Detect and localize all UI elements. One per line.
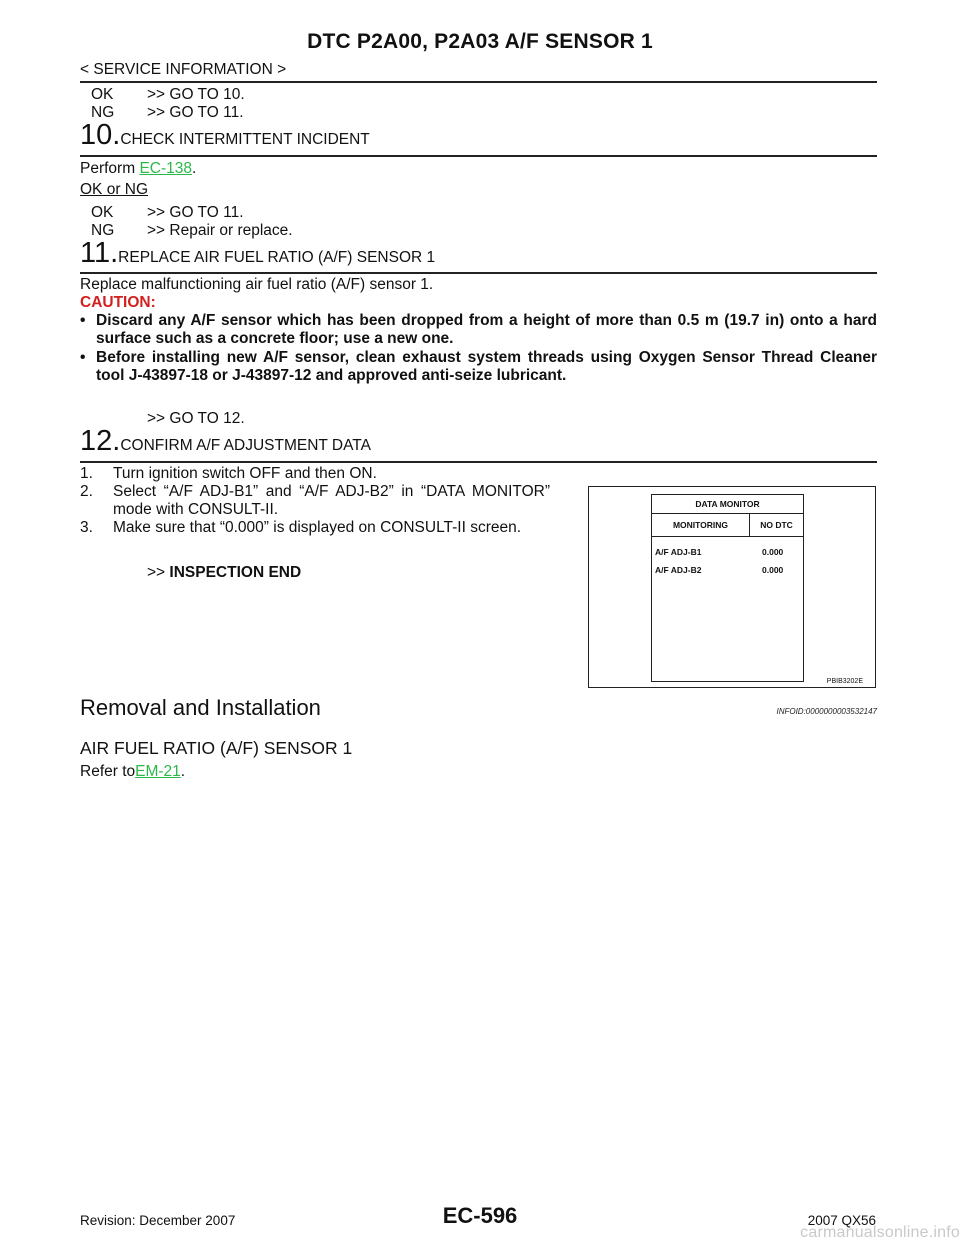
watermark: carmanualsonline.info: [800, 1224, 960, 1241]
screen-title: DATA MONITOR: [652, 495, 803, 514]
section-label: < SERVICE INFORMATION >: [80, 61, 287, 78]
step10-result-ok: OK >> GO TO 11.: [91, 204, 244, 221]
removal-heading: Removal and Installation: [80, 695, 321, 720]
step12-list: [80, 465, 550, 537]
step11-rule: [80, 272, 877, 274]
af-sensor-subheading: AIR FUEL RATIO (A/F) SENSOR 1: [80, 738, 353, 758]
refer-to-line: Refer toEM-21.: [80, 763, 186, 780]
model-year: 2007 QX56: [807, 1213, 876, 1228]
link-em-21[interactable]: EM-21: [135, 763, 181, 780]
step10-heading: 10.CHECK INTERMITTENT INCIDENT: [80, 119, 370, 151]
step10-result-ng: NG >> Repair or replace.: [91, 222, 293, 239]
data-monitor-figure: [588, 486, 876, 688]
ok-or-ng-label: OK or NG: [80, 181, 149, 198]
step10-perform: Perform EC-138.: [80, 160, 197, 177]
step12-item: 1. Turn ignition switch OFF and then ON.: [80, 465, 377, 482]
header-rule: [80, 81, 877, 83]
figure-code: PBIB3202E: [826, 678, 863, 685]
step12-item: 2. Select “A/F ADJ-B1” and “A/F ADJ-B2” in “DATA MONITOR” mode with CONSULT-II.: [80, 483, 550, 518]
monitoring-label: MONITORING: [652, 514, 750, 536]
no-dtc-label: NO DTC: [760, 520, 793, 530]
data-row: A/F ADJ-B1 0.000: [655, 547, 784, 557]
caution-item: • Discard any A/F sensor which has been dropped from a height of more than 0.5 m (19.7 in) onto a hard surface such as a concrete floor; use a new one.: [80, 312, 877, 348]
step9-result-ng: NG >> GO TO 11.: [91, 104, 244, 121]
caution-item: • Before installing new A/F sensor, clean exhaust system threads using Oxygen Sensor Thread Cleaner tool J-43897-18 or J-43897-12 and approved anti-seize lubricant.: [80, 349, 877, 385]
link-ec-138[interactable]: EC-138: [139, 160, 192, 177]
page-title: DTC P2A00, P2A03 A/F SENSOR 1: [307, 30, 653, 53]
info-id: INFOID:0000000003532147: [776, 707, 877, 716]
step11-body: Replace malfunctioning air fuel ratio (A/F) sensor 1.: [80, 276, 434, 293]
page-number: EC-596: [442, 1203, 518, 1228]
data-row: A/F ADJ-B2 0.000: [655, 565, 784, 575]
caution-label: CAUTION:: [80, 294, 156, 311]
step12-item: 3. Make sure that “0.000” is displayed on CONSULT-II screen.: [80, 519, 522, 536]
step9-result-ok: OK >> GO TO 10.: [91, 86, 245, 103]
caution-list: [80, 312, 877, 386]
consult-screen: [651, 494, 804, 682]
inspection-end: >> INSPECTION END: [147, 564, 302, 581]
step10-rule: [80, 155, 877, 157]
screen-mode-row: [652, 514, 803, 537]
step12-rule: [80, 461, 877, 463]
step11-goto: >> GO TO 12.: [147, 410, 245, 427]
step11-heading: 11.REPLACE AIR FUEL RATIO (A/F) SENSOR 1: [80, 237, 436, 269]
step12-heading: 12.CONFIRM A/F ADJUSTMENT DATA: [80, 425, 371, 457]
revision-date: Revision: December 2007: [80, 1213, 236, 1228]
